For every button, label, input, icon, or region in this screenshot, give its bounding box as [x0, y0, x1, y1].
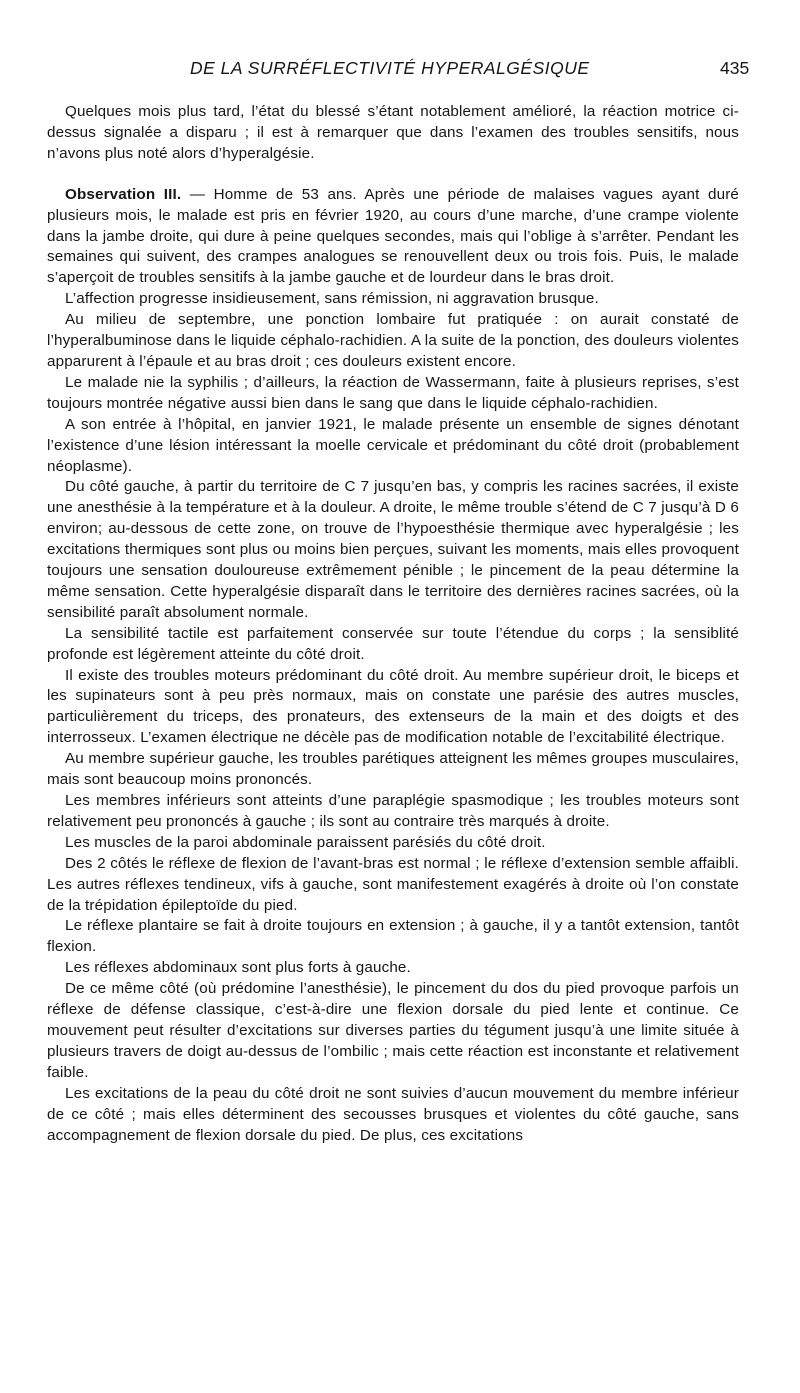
paragraph: Les excitations de la peau du côté droit ne sont suivies d’aucun mouvement du membre inférieur de ce côté ; mais elles déterminent des secousses brusques et violentes du côté gauche, sans accompagnement de flexion dorsale du pied. De plus, ces excitations	[47, 1084, 739, 1144]
paragraph: La sensibilité tactile est parfaitement conservée sur toute l’étendue du corps ; la sensiblité profonde est légèrement atteinte du côté droit.	[47, 624, 739, 663]
body-text	[47, 102, 739, 1146]
running-header	[0, 58, 800, 86]
paragraph: Il existe des troubles moteurs prédominant du côté droit. Au membre supérieur droit, le biceps et les supinateurs sont à peu près normaux, mais on constate une parésie des autres muscles, particulièrement du triceps, des pronateurs, des extenseurs de la main et des doigts et des interrosseux. L’examen électrique ne décèle pas de modification notable de l’excitabilité électrique.	[47, 666, 739, 747]
page-number: 435	[720, 58, 750, 78]
observation-paragraph	[47, 185, 739, 290]
paragraph: A son entrée à l’hôpital, en janvier 1921, le malade présente un ensemble de signes dénotant l’existence d’une lésion intéressant la moelle cervicale et prédominant du côté droit (probablement néoplasme).	[47, 415, 739, 475]
paragraph: Des 2 côtés le réflexe de flexion de l’avant-bras est normal ; le réflexe d’extension semble affaibli. Les autres réflexes tendineux, vifs à gauche, sont manifestement exagérés à droite où l’on constate de la trépidation épileptoïde du pied.	[47, 854, 739, 914]
paragraph: Au milieu de septembre, une ponction lombaire fut pratiquée : on aurait constaté de l’hyperalbuminose dans le liquide céphalo-rachidien. A la suite de la ponction, des douleurs violentes apparurent à l’épaule et au bras droit ; ces douleurs existent encore.	[47, 311, 739, 370]
paragraph: Du côté gauche, à partir du territoire de C 7 jusqu’en bas, y compris les racines sacrées, il existe une anesthésie à la température et à la douleur. A droite, le même trouble s’étend de C 7 jusqu’à D 6 environ; au-dessous de cette zone, on trouve de l’hypoesthésie thermique avec hyperalgésie ; les excitations thermiques sont plus ou moins bien perçues, suivant les moments, mais elles provoquent toujours une sensation douloureuse extrêmement pénible ; le pincement de la peau détermine la même sensation. Cette hyperalgésie disparaît dans le territoire des dernières racines sacrées, où la sensibilité paraît absolument normale.	[47, 478, 739, 621]
paragraph: Les membres inférieurs sont atteints d’une paraplégie spasmodique ; les troubles moteurs sont relativement peu prononcés à gauche ; ils sont au contraire très marqués à droite.	[47, 792, 739, 830]
paragraph-text: — Homme de 53 ans. Après une période de malaises vagues ayant duré plusieurs mois, le malade est pris en février 1920, au cours d’une marche, d’une crampe violente dans la jambe droite, qui dure à peine quelques secondes, mais qui l’oblige à s’arrêter. Pendant les semaines qui suivent, des crampes analogues se renouvellent deux ou trois fois. Puis, le malade s’aperçoit de troubles sensitifs à la jambe gauche et de lourdeur dans le bras droit.	[47, 185, 740, 287]
paragraph: Quelques mois plus tard, l’état du blessé s’étant notablement amélioré, la réaction motrice ci-dessus signalée a disparu ; il est à remarquer que dans l’examen des troubles sensitifs, nous n’avons plus noté alors d’hyperalgésie.	[47, 103, 739, 162]
paragraph: Au membre supérieur gauche, les troubles parétiques atteignent les mêmes groupes musculaires, mais sont beaucoup moins prononcés.	[47, 750, 739, 789]
paragraph: Les réflexes abdominaux sont plus forts à gauche.	[65, 959, 411, 977]
paragraph: De ce même côté (où prédomine l’anesthésie), le pincement du dos du pied provoque parfois un réflexe de défense classique, c’est-à-dire une flexion dorsale du pied lente et continue. Ce mouvement peut résulter d’excitations sur diverses parties du tégument jusqu’à une limite située à plusieurs travers de doigt au-dessus de l’ombilic ; mais cette réaction est inconstante et relativement faible.	[47, 980, 739, 1081]
running-header-title: DE LA SURRÉFLECTIVITÉ HYPERALGÉSIQUE	[190, 58, 590, 78]
paragraph: Les muscles de la paroi abdominale paraissent parésiés du côté droit.	[65, 833, 546, 851]
paragraph: L’affection progresse insidieusement, sans rémission, ni aggravation brusque.	[65, 290, 599, 308]
paragraph: Le réflexe plantaire se fait à droite toujours en extension ; à gauche, il y a tantôt extension, tantôt flexion.	[47, 917, 739, 956]
observation-label: Observation III.	[65, 185, 182, 203]
paragraph: Le malade nie la syphilis ; d’ailleurs, la réaction de Wassermann, faite à plusieurs reprises, s’est toujours montrée négative aussi bien dans le sang que dans le liquide céphalo-rachidien.	[47, 373, 739, 412]
